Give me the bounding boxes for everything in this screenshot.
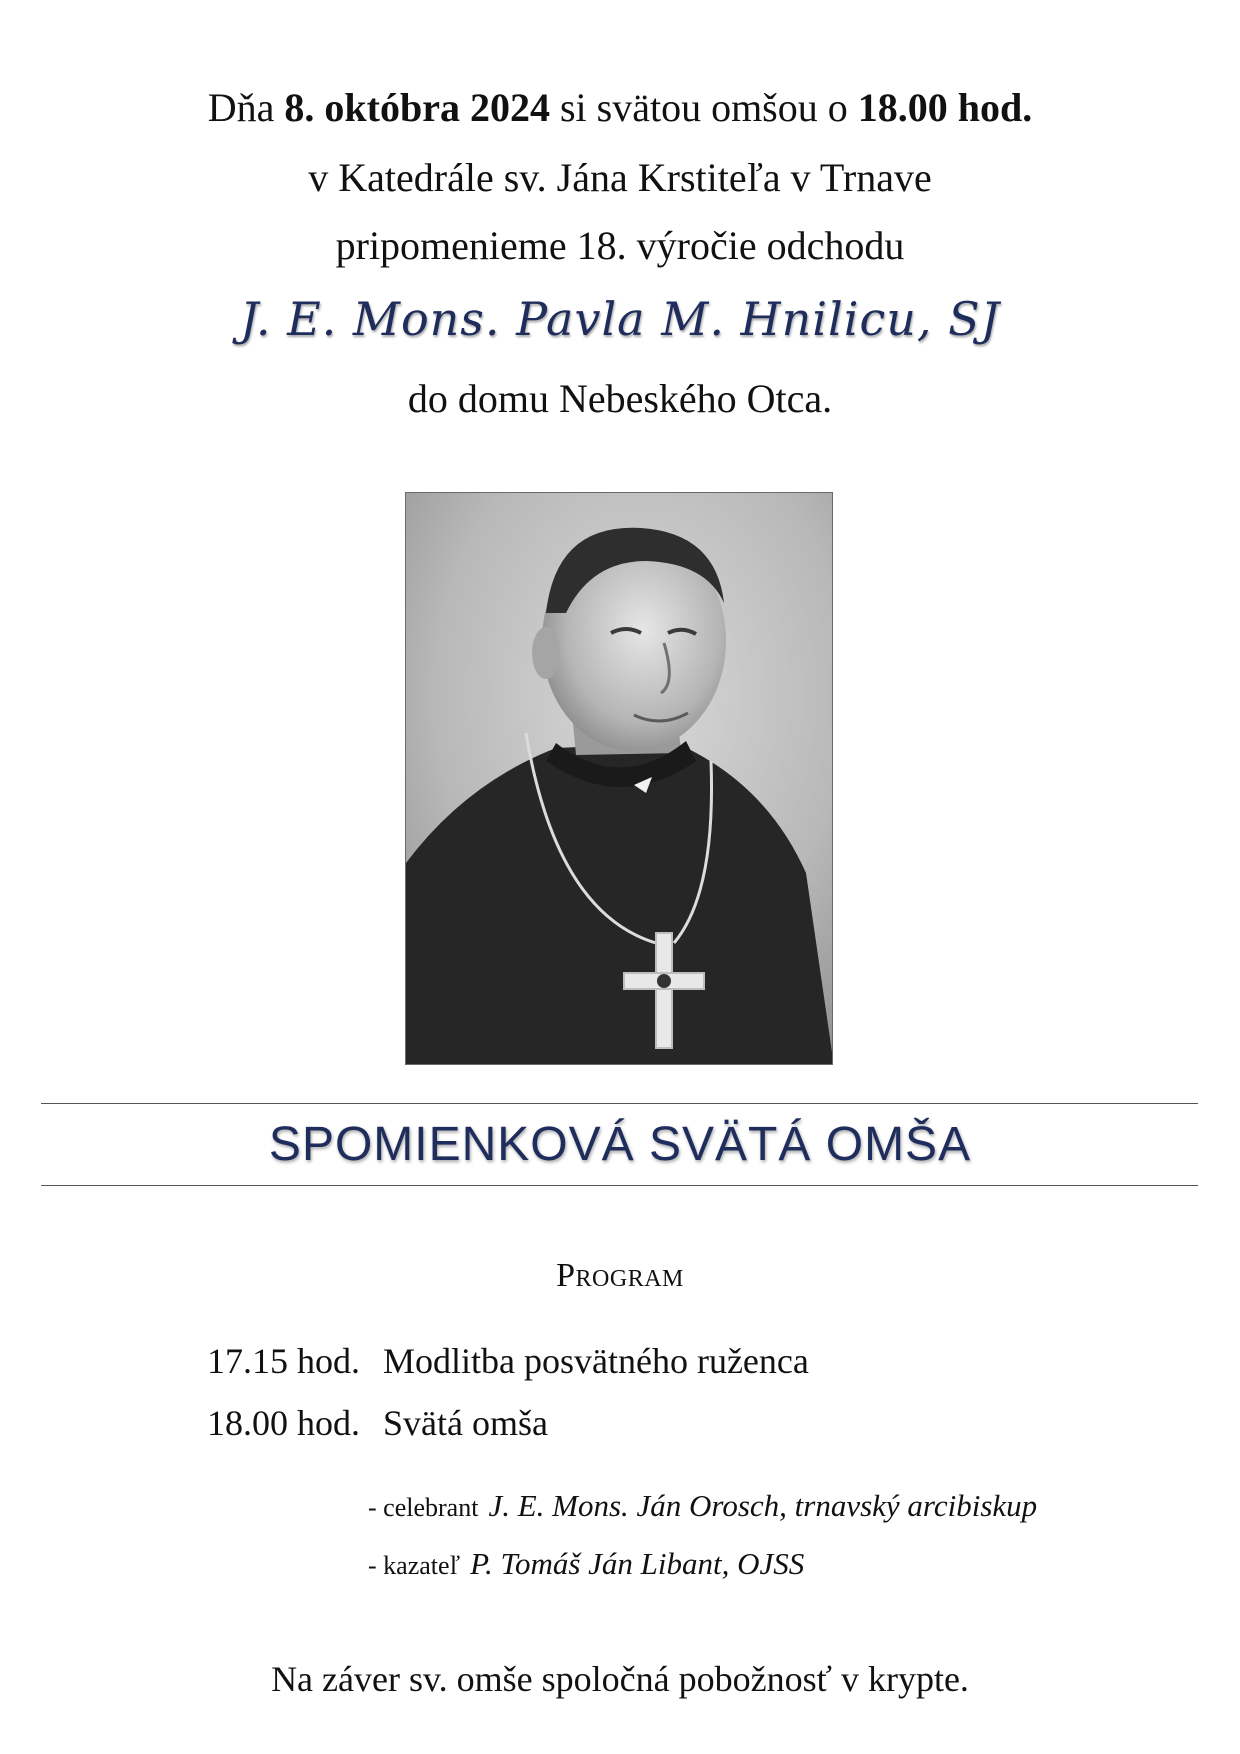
bishop-portrait-photo: [405, 492, 833, 1065]
program-item-label: Modlitba posvätného ruženca: [383, 1341, 809, 1381]
role-person: J. E. Mons. Ján Orosch, trnavský arcibiskup: [488, 1488, 1038, 1523]
program-item: [207, 1402, 548, 1444]
intro-middle: si svätou omšou o: [549, 85, 858, 130]
heading-top-rule: [41, 1103, 1198, 1104]
intro-line-heaven: do domu Nebeského Otca.: [407, 376, 833, 421]
honoree-name: J. E. Mons. Pavla M. Hnilicu, SJ: [239, 292, 1001, 346]
program-item-time: 17.15 hod.: [207, 1341, 360, 1381]
program-item: [207, 1340, 809, 1382]
intro-line-anniversary: pripomenieme 18. výročie odchodu: [335, 223, 905, 268]
program-title: Program: [556, 1257, 684, 1294]
role-label: - celebrant: [368, 1493, 479, 1522]
program-item-time: 18.00 hod.: [207, 1403, 360, 1443]
event-date: 8. októbra 2024: [284, 85, 550, 130]
event-time: 18.00 hod.: [857, 85, 1033, 130]
intro-line-date: [0, 84, 1240, 131]
mass-heading: SPOMIENKOVÁ SVÄTÁ OMŠA: [268, 1118, 972, 1171]
program-item-label: Svätá omša: [383, 1403, 548, 1443]
closing-note: Na záver sv. omše spoločná pobožnosť v krypte.: [271, 1659, 969, 1699]
role-preacher: [368, 1546, 804, 1582]
intro-prefix: Dňa: [207, 85, 285, 130]
role-label: - kazateľ: [368, 1551, 461, 1580]
role-celebrant: [368, 1488, 1037, 1524]
intro-line-venue: v Katedrále sv. Jána Krstiteľa v Trnave: [308, 155, 932, 200]
role-person: P. Tomáš Ján Libant, OJSS: [470, 1546, 805, 1581]
heading-bottom-rule: [41, 1185, 1198, 1186]
